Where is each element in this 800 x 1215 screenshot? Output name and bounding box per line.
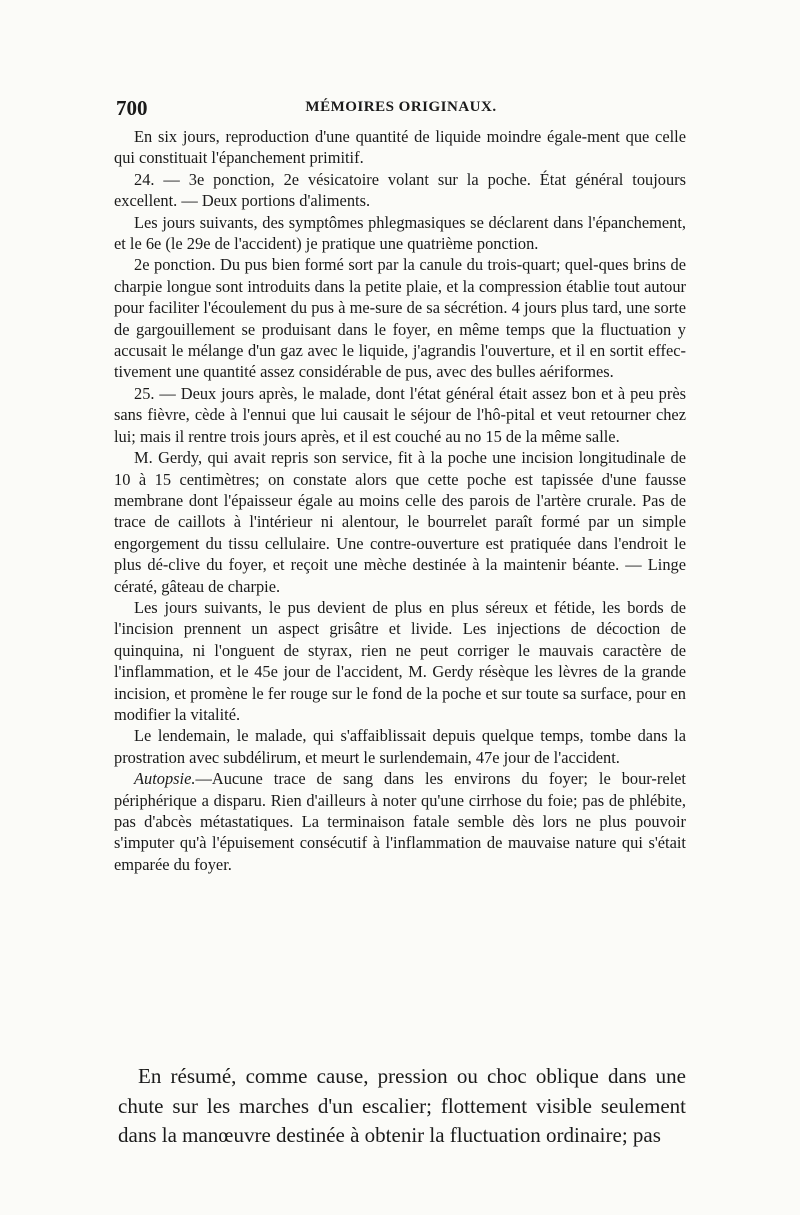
paragraph: 2e ponction. Du pus bien formé sort par la canule du trois-quart; quel-ques brins de charpie longue sont introduits dans la petite plaie, et la compression établie tout autour pour faciliter l'écoulement du pus à me-sure de sa sécrétion. 4 jours plus tard, une sorte de gargouillement se produisant dans le foyer, en même temps que la fluctuation y accusait le mélange d'un gaz avec le liquide, j'agrandis l'ouverture, et il en sortit effec-tivement une quantité assez considérable de pus, avec des bulles aériformes.	[114, 255, 686, 382]
autopsie-text: —Aucune trace de sang dans les environs du foyer; le bour-relet périphérique a disparu. Rien d'ailleurs à noter qu'une cirrhose du foie; pas de phlébite, pas d'abcès métastatiques. La terminaison fatale semble dès lors ne plus pouvoir s'imputer qu'à l'épuisement consécutif à l'inflammation de mauvaise nature qui s'était emparée du foyer.	[114, 769, 686, 874]
summary-block	[118, 1062, 686, 1151]
paragraph: Les jours suivants, des symptômes phlegmasiques se déclarent dans l'épanchement, et le 6e (le 29e de l'accident) je pratique une quatrième ponction.	[114, 212, 686, 254]
paragraph: M. Gerdy, qui avait repris son service, fit à la poche une incision longitudinale de 10 à 15 centimètres; on constate alors que cette poche est tapissée d'une fausse membrane dont l'épaisseur égale au moins celle des parois de l'artère crurale. Pas de trace de caillots à l'intérieur ni alentour, le bourrelet paraît formé par un simple engorgement du tissu cellulaire. Une contre-ouverture est pratiquée dans l'endroit le plus dé-clive du foyer, et reçoit une mèche destinée à la maintenir béante. — Linge cératé, gâteau de charpie.	[114, 448, 686, 596]
paragraph: Les jours suivants, le pus devient de plus en plus séreux et fétide, les bords de l'incision prennent un aspect grisâtre et livide. Les injections de décoction de quinquina, ni l'onguent de styrax, rien ne peut corriger le mauvais caractère de l'inflammation, et le 45e jour de l'accident, M. Gerdy résèque les lèvres de la grande incision, et promène le fer rouge sur le fond de la poche et sur toute sa surface, pour en modifier la vitalité.	[114, 597, 686, 724]
autopsie-label: Autopsie.	[134, 769, 196, 789]
page-header	[116, 96, 686, 120]
running-title: MÉMOIRES ORIGINAUX.	[305, 99, 497, 115]
body-text	[114, 126, 686, 875]
paragraph: Le lendemain, le malade, qui s'affaiblissait depuis quelque temps, tombe dans la prostration avec subdélirum, et meurt le surlendemain, 47e jour de l'accident.	[114, 726, 686, 767]
paragraph-autopsie	[114, 768, 686, 875]
summary-paragraph: En résumé, comme cause, pression ou choc oblique dans une chute sur les marches d'un escalier; flottement visible seulement dans la manœuvre destinée à obtenir la fluctuation ordinaire; pas	[118, 1064, 686, 1147]
paragraph: 25. — Deux jours après, le malade, dont l'état général était assez bon et à peu près sans fièvre, cède à l'ennui que lui causait le séjour de l'hô-pital et veut retourner chez lui; mais il rentre trois jours après, et il est couché au no 15 de la même salle.	[114, 383, 686, 446]
paragraph: 24. — 3e ponction, 2e vésicatoire volant sur la poche. État général toujours excellent. — Deux portions d'aliments.	[114, 169, 686, 211]
page-number: 700	[116, 96, 148, 120]
paragraph: En six jours, reproduction d'une quantité de liquide moindre égale-ment que celle qui constituait l'épanchement primitif.	[114, 127, 686, 168]
